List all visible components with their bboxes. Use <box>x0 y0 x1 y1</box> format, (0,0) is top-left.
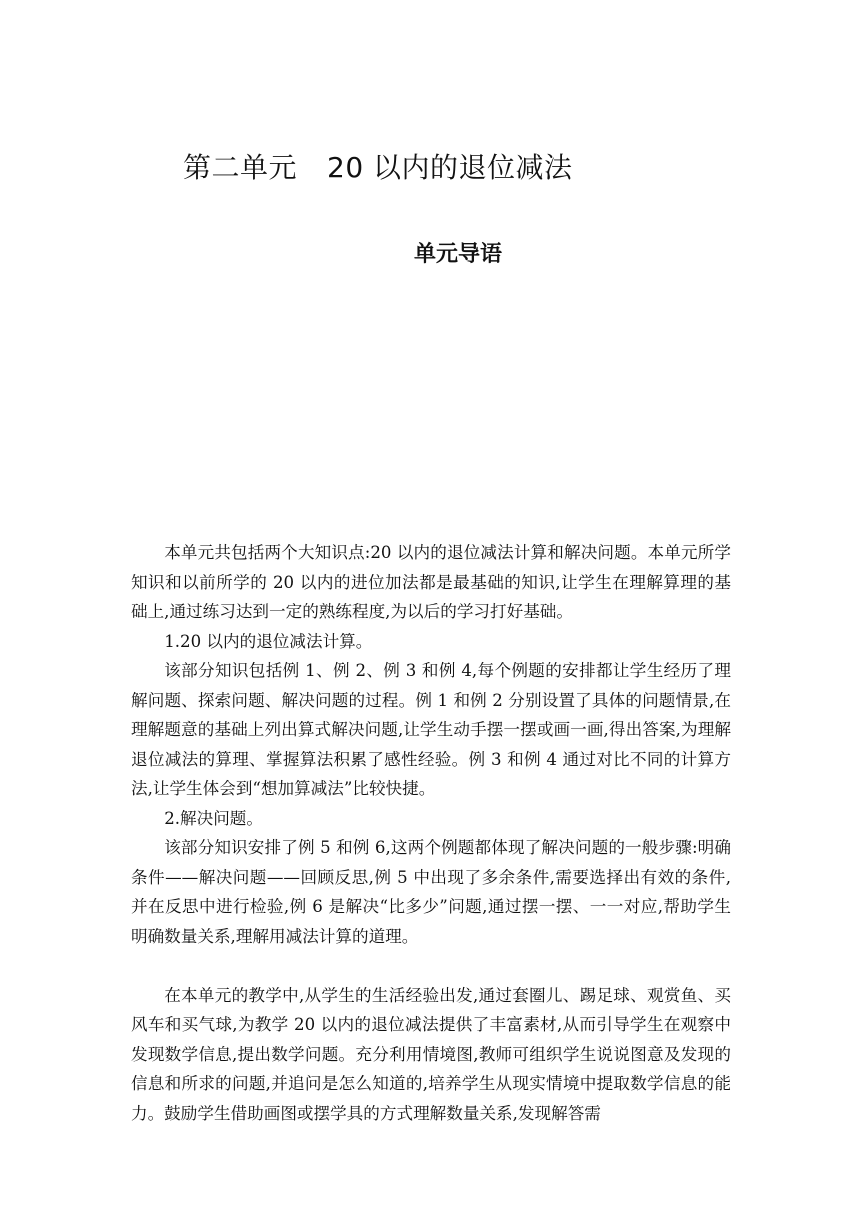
section-heading: 单元导语 <box>414 242 503 267</box>
unit-number: 第二单元 <box>183 151 298 184</box>
unit-topic: 20 以内的退位减法 <box>327 151 573 184</box>
paragraph-teaching: 在本单元的教学中,从学生的生活经验出发,通过套圈儿、踢足球、观赏鱼、买风车和买气球,为教学 20 以内的退位减法提供了丰富素材,从而引导学生在观察中发现数学信息,提出数学问题。充分利用情境图,教师可组织学生说说图意及发现的信息和所求的问题,并追问是怎么知道的,培养学生从现实情境中提取数学信息的能力。鼓励学生借助画图或摆学具的方式理解数量关系,发现解答需 <box>131 985 731 1123</box>
paragraph-point-2-body: 该部分知识安排了例 5 和例 6,这两个例题都体现了解决问题的一般步骤:明确条件——解决问题——回顾反思,例 5 中出现了多余条件,需要选择出有效的条件,并在反思中进行检验,例 6 是解决“比多少”问题,通过摆一摆、一一对应,帮助学生明确数量关系,理解用减法计算的道理。 <box>131 838 731 946</box>
paragraph-intro: 本单元共包括两个大知识点:20 以内的退位减法计算和解决问题。本单元所学知识和以前所学的 20 以内的进位加法都是最基础的知识,让学生在理解算理的基础上,通过练习达到一定的熟练程度,为以后的学习打好基础。 <box>131 543 731 621</box>
body-text <box>131 538 731 1128</box>
paragraph-point-1-body: 该部分知识包括例 1、例 2、例 3 和例 4,每个例题的安排都让学生经历了理解问题、探索问题、解决问题的过程。例 1 和例 2 分别设置了具体的问题情景,在理解题意的基础上列出算式解决问题,让学生动手摆一摆或画一画,得出答案,为理解退位减法的算理、掌握算法积累了感性经验。例 3 和例 4 通过对比不同的计算方法,让学生体会到“想加算减法”比较快捷。 <box>131 661 731 798</box>
unit-title <box>183 146 573 186</box>
paragraph-point-2-heading: 2.解决问题。 <box>164 808 263 828</box>
paragraph-point-1-heading: 1.20 以内的退位减法计算。 <box>164 631 373 651</box>
paragraph-spacer <box>131 951 731 981</box>
